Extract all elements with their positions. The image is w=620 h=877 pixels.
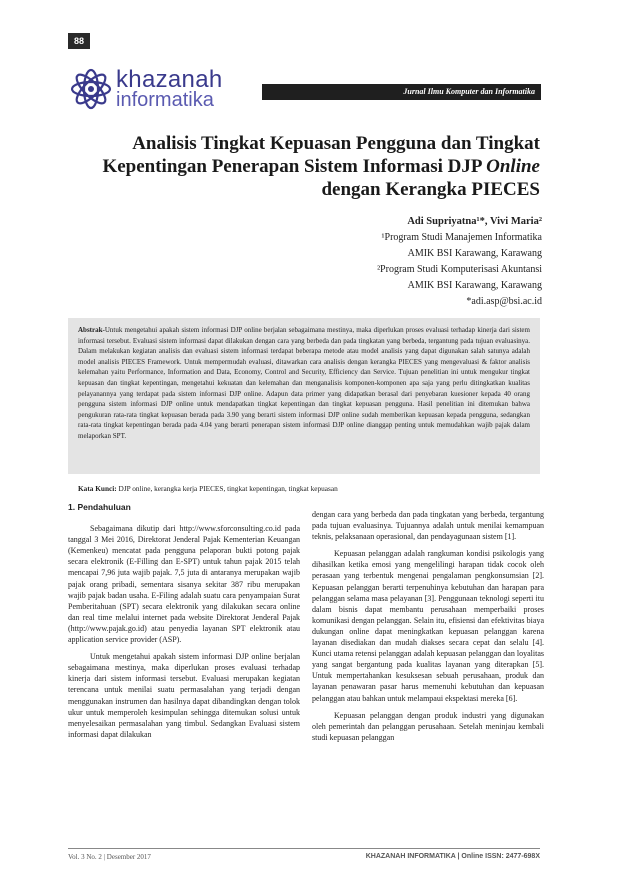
keywords-text: DJP online, kerangka kerja PIECES, tingkat kepentingan, tingkat kepuasan bbox=[116, 484, 338, 493]
journal-name-bar: Jurnal Ilmu Komputer dan Informatika bbox=[262, 84, 541, 100]
journal-logo bbox=[68, 66, 258, 116]
page-footer bbox=[68, 848, 540, 861]
star-logo-icon bbox=[68, 66, 114, 112]
page-number: 88 bbox=[68, 33, 90, 49]
title-line-3: dengan Kerangka PIECES bbox=[321, 179, 540, 200]
title-line-2-italic: Online bbox=[486, 156, 540, 177]
institution-1: AMIK BSI Karawang, Karawang bbox=[407, 248, 542, 259]
paragraph: dengan cara yang berbeda dan pada tingkatan yang berbeda, tergantung pada tujuan evaluasinya. Tujuannya adalah untuk menilai kemampuan teknis, pelaksanaan operasional, dan pendayagunaan sistem [1]. bbox=[312, 510, 544, 542]
affiliation-1: ¹Program Studi Manajemen Informatika bbox=[381, 232, 542, 243]
abstract-label: Abstrak- bbox=[78, 326, 105, 334]
institution-2: AMIK BSI Karawang, Karawang bbox=[407, 280, 542, 291]
logo-text-primary: khazanah bbox=[116, 66, 223, 93]
logo-text-secondary: informatika bbox=[116, 89, 214, 111]
right-column bbox=[312, 509, 544, 749]
keywords-label: Kata Kunci: bbox=[78, 484, 117, 493]
author-names: Adi Supriyatna¹*, Vivi Maria² bbox=[407, 216, 542, 227]
paper-title bbox=[80, 132, 540, 201]
footer-volume: Vol. 3 No. 2 | Desember 2017 bbox=[68, 853, 151, 861]
paragraph: Kepuasan pelanggan dengan produk industri yang digunakan oleh pemerintah dan pelanggan perusahaan. Setelah meninjau kembali studi kepuasan pelanggan bbox=[312, 710, 544, 742]
affiliation-2: ²Program Studi Komputerisasi Akuntansi bbox=[377, 264, 542, 275]
title-line-2 bbox=[80, 155, 540, 178]
section-heading-introduction: 1. Pendahuluan bbox=[68, 502, 131, 512]
abstract-box bbox=[68, 318, 540, 474]
paragraph: Kepuasan pelanggan adalah rangkuman kondisi psikologis yang dihasilkan ketika emosi yang mengelilingi harapan tidak cocok oleh perasaan yang terbentuk mengenai pengalaman pengkonsumsian [2]. Kepuasan pelanggan berarti terpenuhinya kebutuhan dan harapan para pelanggan selama masa pelayanan [3]. Penggunaan teknologi seperti itu dalam bisnis dapat membantu perusahaan memperbaiki proses komunikasi dengan pelanggan. Selain itu, efisiensi dan efektivitas biaya dukungan online dapat meningkatkan kepuasan pelanggan karena layanan disediakan dan mudah diakses secara cepat dan selalu [4]. Kunci utama retensi pelanggan adalah kepuasan pelanggan dan loyalitas yang sangat bergantung pada kualitas layanan yang diterapkan [5]. Untuk mempertahankan kesuksesan sebuah perusahaan, produk dan layanan penawaran pasar harus memenuhi kebutuhan dan kepuasan pelanggan atau bahkan untuk melampaui ekspektasi mereka [6]. bbox=[312, 549, 544, 703]
title-line-2-text: Kepentingan Penerapan Sistem Informasi DJP bbox=[102, 156, 487, 177]
left-column bbox=[68, 502, 300, 746]
abstract-text: Untuk mengetahui apakah sistem informasi DJP online berjalan sebagaimana mestinya, maka diperlukan proses evaluasi terhadap kinerja dari sistem informasi tersebut. Evaluasi sistem informasi dapat dilakukan dengan cara yang berbeda dan pada tingkatan yang berbeda, tergantung pada tujuan evaluasinya. Dalam melakukan kegiatan analisis dan evaluasi sistem informasi terdapat beberapa metode atau model analisis yang dapat digunakan salah satunya adalah model analisis PIECES Framework. Untuk mempermudah evaluasi, ditawarkan cara analisis dengan kerangka PIECES yang mengevaluasi & faktor analisis kelemahan yaitu Performance, Information and Data, Economy, Control and Security, Efficiency dan Service. Tujuan penelitian ini untuk mengukur tingkat kepuasan dan tingkat kepentingan, mengetahui kekuatan dan kelemahan dan menganalisis komponen-komponen apa saja yang perlu ditingkatkan kualitas pelayanannya yang terdapat pada sistem informasi DJP online. Adapun data primer yang didapatkan berasal dari penyebaran kuesioner kepada 40 orang pengguna sistem informasi DJP online untuk mendapatkan tingkat kepentingan dan tingkat kepuasan pengguna. Hasil penelitian ini ditemukan bahwa pengukuran rata-rata tingkat kepuasan berada pada 3.90 yang berarti sistem informasi DJP online sudah memberikan kepuasan kepada pengguna, sedangkan rata-rata tingkat kepentingan berada pada 4.04 yang berarti penerapan sistem informasi DJP online dianggap penting untuk memudahkan wajib pajak dalam melaporkan SPT. bbox=[78, 326, 530, 440]
footer-journal: KHAZANAH INFORMATIKA | Online ISSN: 2477-698X bbox=[365, 853, 540, 860]
paragraph: Untuk mengetahui apakah sistem informasi DJP online berjalan sebagaimana mestinya, maka diperlukan proses evaluasi terhadap kinerja dari sistem informasi tersebut. Evaluasi merupakan kegiatan terencana untuk menilai suatu permasalahan yang terjadi dengan menggunakan instrumen dan hasilnya dapat dibandingkan dengan tolok ukur untuk memperoleh kesimpulan sehingga ditemukan solusi untuk menyelesaikan permasalahan yang timbul. Sedangkan Evaluasi sistem informasi dapat dilakukan bbox=[68, 652, 300, 739]
author-email[interactable]: *adi.asp@bsi.ac.id bbox=[466, 296, 542, 307]
author-block bbox=[182, 214, 542, 310]
keywords bbox=[78, 484, 538, 493]
title-line-1: Analisis Tingkat Kepuasan Pengguna dan Tingkat bbox=[132, 133, 540, 154]
paragraph: Sebagaimana dikutip dari http://www.sforconsulting.co.id pada tanggal 3 Mei 2016, Direktorat Jenderal Pajak Kementerian Keuangan (Kemenkeu) mencatat pada pengguna pelaporan bukti potong pajak secara elektronik (E-Filling dan E-SPT) untuk tahun pajak 2015 telah mencapai 7,96 juta wajib pajak. 7,5 juta di antaranya merupakan wajib pajak orang pribadi, sementara sisanya sekitar 387 ribu merupakan wajib pajak badan usaha. E-Filing adalah suatu cara penyampaian Surat Pemberitahuan (SPT) secara elektronik yang dilakukan secara online dan real time melalui internet pada website Direktorat Jenderal Pajak (http://www.pajak.go.id) atau penyedia layanan SPT elektronik atau application service provider (ASP). bbox=[68, 524, 300, 645]
